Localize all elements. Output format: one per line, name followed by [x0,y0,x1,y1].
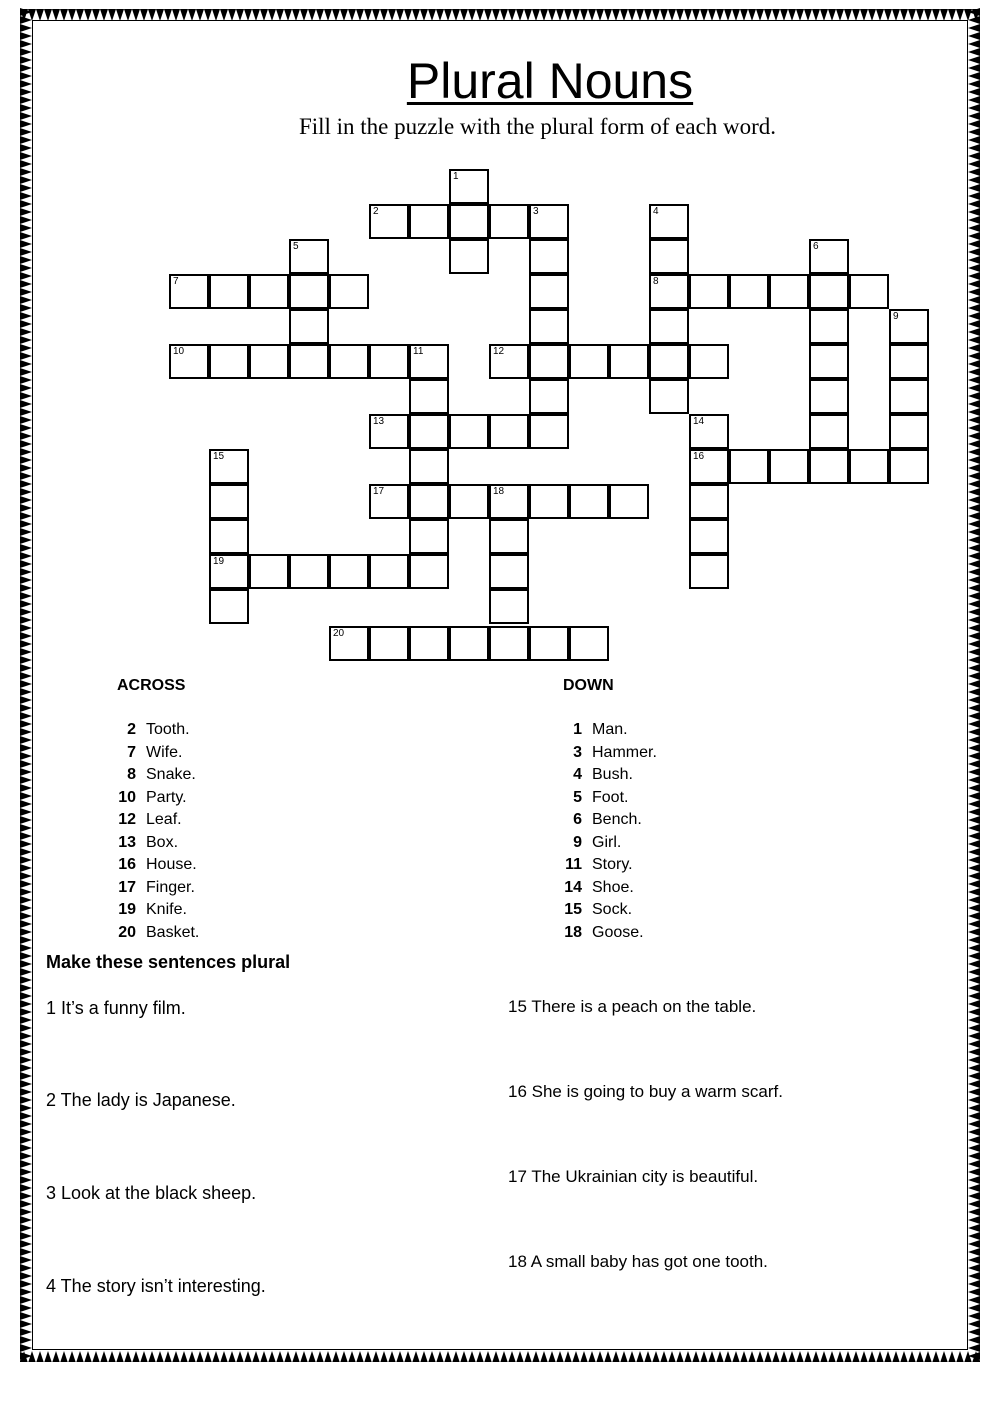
crossword-cell[interactable] [449,626,489,661]
clue-number: 14 [693,416,705,427]
clue-num: 20 [118,923,136,941]
clue-num: 7 [127,743,136,761]
clue-number: 3 [533,206,539,217]
crossword-cell[interactable] [809,379,849,414]
across-clue-list [112,719,199,944]
clue-num: 6 [573,811,582,829]
crossword-cell[interactable] [809,239,849,274]
crossword-cell[interactable] [449,414,489,449]
crossword-cell[interactable] [289,554,329,589]
crossword-cell[interactable] [769,274,809,309]
down-heading: DOWN [563,677,614,694]
clue-num: 8 [127,766,136,784]
crossword-cell[interactable] [649,309,689,344]
crossword-cell[interactable] [529,379,569,414]
down-clue [558,809,657,832]
crossword-cell[interactable] [409,554,449,589]
across-clue [112,899,199,922]
sentence-item: 4 The story isn’t interesting. [46,1276,266,1296]
crossword-cell[interactable] [489,589,529,624]
crossword-cell[interactable] [489,626,529,661]
crossword-cell[interactable] [689,484,729,519]
down-clue [558,764,657,787]
clue-number: 6 [813,241,819,252]
across-heading: ACROSS [117,677,186,694]
crossword-cell[interactable] [249,274,289,309]
crossword-cell[interactable] [489,204,529,239]
crossword-cell[interactable] [889,414,929,449]
crossword-cell[interactable] [369,414,409,449]
across-clue [112,854,199,877]
clue-num: 13 [118,833,136,851]
clue-number: 13 [373,416,385,427]
across-clue [112,764,199,787]
crossword-cell[interactable] [529,626,569,661]
crossword-cell[interactable] [209,274,249,309]
across-clue [112,742,199,765]
crossword-cell[interactable] [329,274,369,309]
sentence-item: 16 She is going to buy a warm scarf. [508,1082,783,1101]
crossword-cell[interactable] [809,449,849,484]
clue-num: 4 [573,766,582,784]
crossword-cell[interactable] [249,344,289,379]
crossword-cell[interactable] [289,274,329,309]
clue-word: Snake. [146,766,196,784]
crossword-cell[interactable] [249,554,289,589]
clue-word: Foot. [592,788,629,806]
clue-number: 16 [693,451,705,462]
crossword-cell[interactable] [689,274,729,309]
clue-word: Hammer. [592,743,657,761]
sentence-item: 18 A small baby has got one tooth. [508,1252,768,1271]
crossword-cell[interactable] [809,274,849,309]
clue-word: Knife. [146,901,187,919]
crossword-cell[interactable] [529,274,569,309]
sentence-item: 2 The lady is Japanese. [46,1090,236,1110]
down-clue [558,922,657,945]
down-clue [558,877,657,900]
crossword-cell[interactable] [329,554,369,589]
crossword-cell[interactable] [889,344,929,379]
clue-number: 4 [653,206,659,217]
crossword-cell[interactable] [169,344,209,379]
down-clue [558,832,657,855]
crossword-cell[interactable] [529,344,569,379]
crossword-cell[interactable] [849,274,889,309]
sentence-item: 15 There is a peach on the table. [508,997,757,1016]
crossword-cell[interactable] [489,554,529,589]
crossword-cell[interactable] [529,484,569,519]
sentence-item: 17 The Ukrainian city is beautiful. [508,1167,759,1186]
clue-number: 7 [173,276,179,287]
crossword-cell[interactable] [449,169,489,204]
crossword-cell[interactable] [729,449,769,484]
clue-word: Goose. [592,923,644,941]
clue-number: 8 [653,276,659,287]
down-clue [558,787,657,810]
sentences-heading: Make these sentences plural [46,952,291,972]
clue-num: 10 [118,788,136,806]
clue-number: 1 [453,171,459,182]
across-clue [112,922,199,945]
crossword-cell[interactable] [689,554,729,589]
crossword-cell[interactable] [369,626,409,661]
crossword-cell[interactable] [209,554,249,589]
sentence-item: 3 Look at the black sheep. [46,1183,257,1203]
clue-word: Man. [592,721,628,739]
clue-word: Finger. [146,878,195,896]
clue-num: 5 [573,788,582,806]
crossword-cell[interactable] [529,414,569,449]
crossword-cell[interactable] [809,414,849,449]
crossword-cell[interactable] [489,344,529,379]
clue-word: Basket. [146,923,200,941]
crossword-cell[interactable] [849,449,889,484]
clue-number: 2 [373,206,379,217]
crossword-cell[interactable] [329,626,369,661]
crossword-cell[interactable] [649,344,689,379]
clue-word: House. [146,856,197,874]
crossword-cell[interactable] [689,449,729,484]
crossword-cell[interactable] [409,519,449,554]
clue-number: 18 [493,486,505,497]
crossword-cell[interactable] [889,309,929,344]
crossword-cell[interactable] [449,484,489,519]
crossword-cell[interactable] [649,239,689,274]
down-clue-list [558,719,657,944]
clue-num: 2 [127,721,136,739]
crossword-cell[interactable] [209,484,249,519]
crossword-cell[interactable] [409,379,449,414]
crossword-cell[interactable] [369,344,409,379]
crossword-cell[interactable] [809,309,849,344]
crossword-cell[interactable] [569,344,609,379]
crossword-cell[interactable] [409,484,449,519]
crossword-cell[interactable] [809,344,849,379]
down-clue [558,719,657,742]
crossword-cell[interactable] [209,344,249,379]
clue-num: 14 [564,878,582,896]
clue-word: Story. [592,856,633,874]
crossword-cell[interactable] [689,519,729,554]
clue-word: Bush. [592,766,633,784]
clue-num: 16 [118,856,136,874]
clue-number: 19 [213,556,225,567]
crossword-cell[interactable] [529,239,569,274]
crossword-cell[interactable] [569,626,609,661]
clue-number: 20 [333,628,345,639]
clue-num: 3 [573,743,582,761]
clue-num: 11 [565,856,582,874]
clue-num: 19 [118,901,136,919]
across-clue [112,787,199,810]
across-clue [112,719,199,742]
crossword-cell[interactable] [729,274,769,309]
crossword-cell[interactable] [569,484,609,519]
across-clue [112,809,199,832]
clue-word: Box. [146,833,179,851]
crossword-cell[interactable] [169,274,209,309]
crossword-cell[interactable] [689,344,729,379]
crossword-cell[interactable] [649,204,689,239]
crossword-cell[interactable] [689,414,729,449]
crossword-cell[interactable] [529,309,569,344]
crossword-cell[interactable] [489,519,529,554]
clue-num: 1 [573,721,582,739]
clue-num: 17 [118,878,136,896]
crossword-cell[interactable] [889,449,929,484]
crossword-cell[interactable] [289,344,329,379]
clue-number: 9 [893,311,899,322]
crossword-cell[interactable] [409,626,449,661]
clue-word: Sock. [592,901,633,919]
crossword-cell[interactable] [649,379,689,414]
clue-word: Leaf. [146,811,182,829]
clue-num: 15 [564,901,582,919]
clue-word: Girl. [592,833,622,851]
down-clue [558,899,657,922]
clue-number: 15 [213,451,225,462]
crossword-cell[interactable] [769,449,809,484]
crossword-cell[interactable] [289,309,329,344]
clue-word: Shoe. [592,878,634,896]
crossword-cell[interactable] [409,414,449,449]
across-clue [112,832,199,855]
clue-number: 12 [493,346,505,357]
crossword-grid [0,0,1000,680]
clue-number: 17 [373,486,385,497]
crossword-cell[interactable] [409,204,449,239]
sentence-item: 1 It’s a funny film. [46,998,186,1018]
down-clue [558,742,657,765]
clue-num: 9 [573,833,582,851]
crossword-cell[interactable] [209,519,249,554]
crossword-cell[interactable] [329,344,369,379]
clue-word: Wife. [146,743,183,761]
crossword-cell[interactable] [609,484,649,519]
clue-num: 18 [564,923,582,941]
crossword-cell[interactable] [289,239,329,274]
clue-word: Tooth. [146,721,190,739]
crossword-cell[interactable] [209,589,249,624]
crossword-cell[interactable] [409,449,449,484]
crossword-cell[interactable] [369,554,409,589]
down-clue [558,854,657,877]
crossword-cell[interactable] [449,204,489,239]
clue-number: 11 [413,346,424,357]
crossword-cell[interactable] [409,344,449,379]
crossword-cell[interactable] [449,239,489,274]
page-title: Plural Nouns [406,53,694,109]
clue-word: Bench. [592,811,642,829]
clue-number: 10 [173,346,185,357]
instructions: Fill in the puzzle with the plural form of each word. [298,114,777,139]
crossword-cell[interactable] [209,449,249,484]
crossword-cell[interactable] [889,379,929,414]
crossword-cell[interactable] [369,204,409,239]
crossword-cell[interactable] [489,484,529,519]
clue-word: Party. [146,788,187,806]
clue-num: 12 [118,811,136,829]
across-clue [112,877,199,900]
crossword-cell[interactable] [489,414,529,449]
crossword-cell[interactable] [369,484,409,519]
border-sawtooth-bottom [20,1350,980,1362]
clue-number: 5 [293,241,299,252]
crossword-cell[interactable] [529,204,569,239]
crossword-cell[interactable] [609,344,649,379]
crossword-cell[interactable] [649,274,689,309]
